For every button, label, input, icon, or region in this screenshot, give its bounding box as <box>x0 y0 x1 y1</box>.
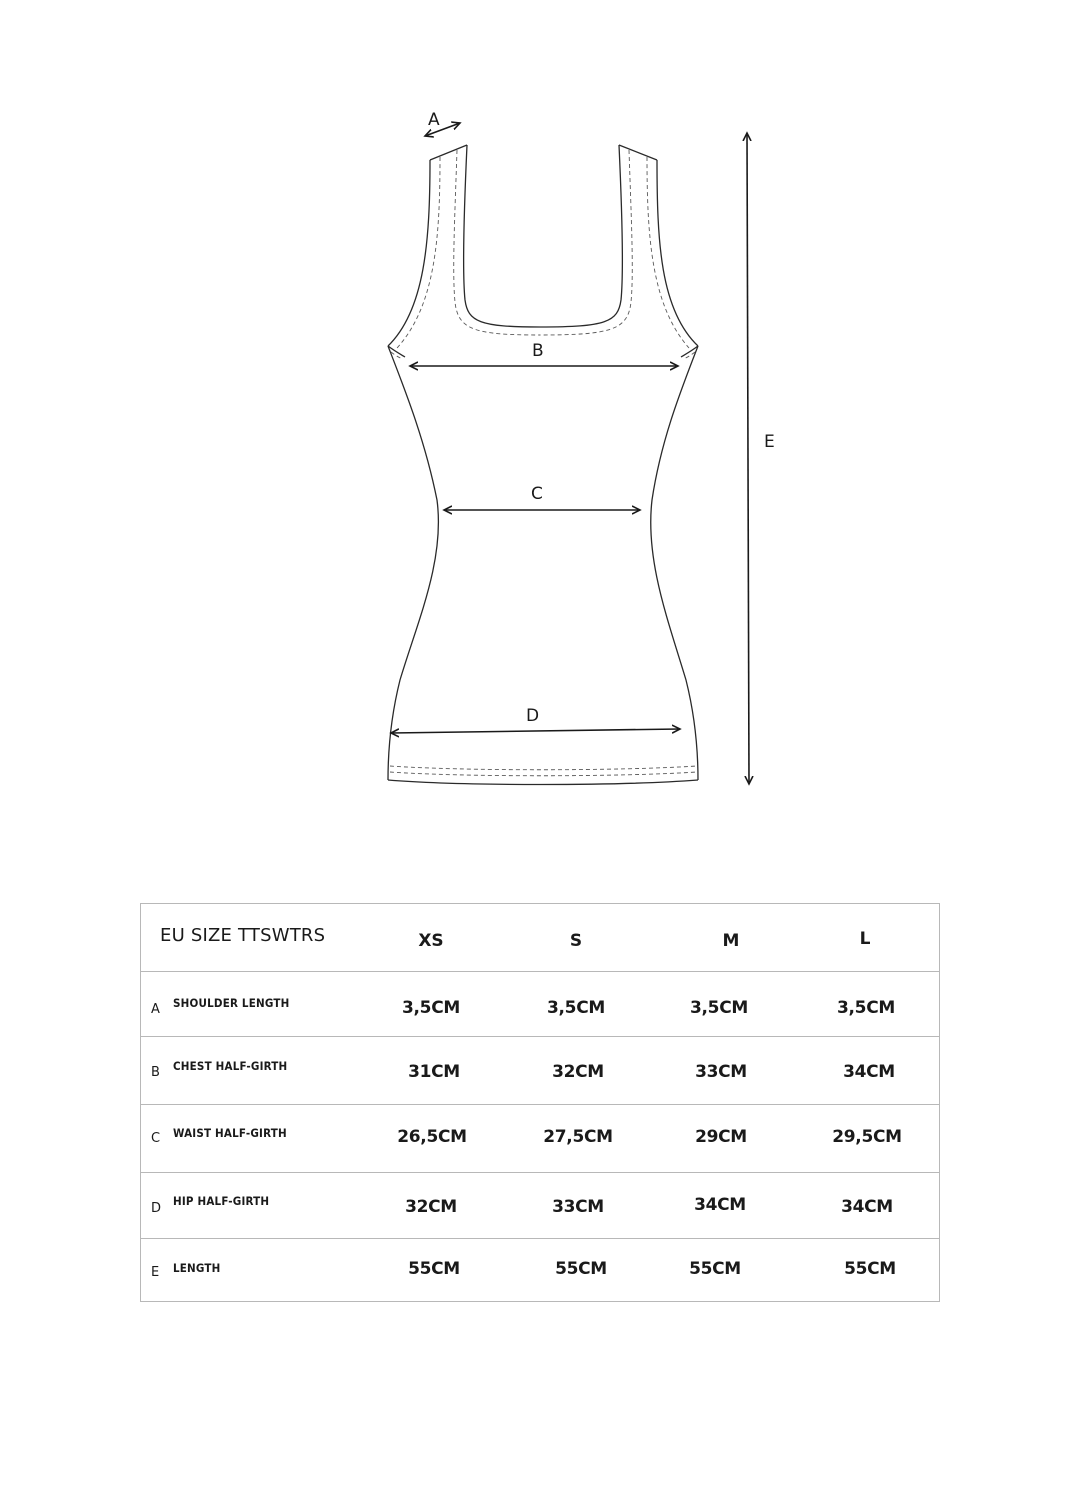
value-l: 29,5CM <box>832 1127 902 1147</box>
value-m: 55CM <box>689 1259 741 1279</box>
size-header-xs: XS <box>418 931 444 951</box>
value-xs: 31CM <box>408 1062 460 1082</box>
garment-outline <box>388 145 698 785</box>
value-xs: 3,5CM <box>401 998 461 1018</box>
dimension-labels <box>428 110 775 726</box>
value-l: 34CM <box>843 1062 895 1082</box>
value-xs: 55CM <box>408 1259 460 1279</box>
row-letter: D <box>151 1201 162 1216</box>
row-name: LENGTH <box>173 1261 221 1275</box>
arrow-d <box>391 729 680 733</box>
row-name: CHEST HALF-GIRTH <box>173 1059 288 1073</box>
value-m: 3,5CM <box>689 998 749 1018</box>
row-name: SHOULDER LENGTH <box>173 996 290 1010</box>
value-l: 3,5CM <box>836 998 896 1018</box>
row-letter: B <box>151 1065 160 1080</box>
row-letter: C <box>151 1131 161 1146</box>
arrow-e <box>747 133 749 784</box>
table-row <box>141 1172 939 1238</box>
table-row <box>141 1104 939 1172</box>
dimension-arrows <box>391 123 749 784</box>
value-s: 3,5CM <box>546 998 606 1018</box>
row-letter: E <box>151 1265 160 1280</box>
row-name: HIP HALF-GIRTH <box>173 1194 270 1208</box>
table-row <box>141 1036 939 1104</box>
row-letter: A <box>151 1002 160 1017</box>
value-l: 34CM <box>841 1197 893 1217</box>
label-a: A <box>428 110 440 130</box>
value-s: 33CM <box>552 1197 604 1217</box>
value-s: 55CM <box>555 1259 607 1279</box>
value-s: 27,5CM <box>543 1127 613 1147</box>
label-d: D <box>526 706 540 726</box>
value-m: 34CM <box>694 1195 746 1215</box>
value-m: 33CM <box>695 1062 747 1082</box>
label-b: B <box>532 341 544 361</box>
label-c: C <box>531 484 543 504</box>
size-header-l: L <box>859 929 871 949</box>
value-xs: 32CM <box>405 1197 457 1217</box>
label-e: E <box>764 432 775 452</box>
value-m: 29CM <box>695 1127 747 1147</box>
size-header-m: M <box>722 931 740 951</box>
table-row <box>141 971 939 1036</box>
table-title: EU SIZE TTSWTRS <box>160 925 326 946</box>
row-name: WAIST HALF-GIRTH <box>173 1126 287 1140</box>
value-s: 32CM <box>552 1062 604 1082</box>
table-row <box>141 1238 939 1303</box>
value-l: 55CM <box>844 1259 896 1279</box>
table-header-row <box>141 904 939 971</box>
size-chart-table <box>140 903 940 1302</box>
size-header-s: S <box>569 931 583 951</box>
stitch-lines <box>390 150 697 776</box>
value-xs: 26,5CM <box>397 1127 467 1147</box>
